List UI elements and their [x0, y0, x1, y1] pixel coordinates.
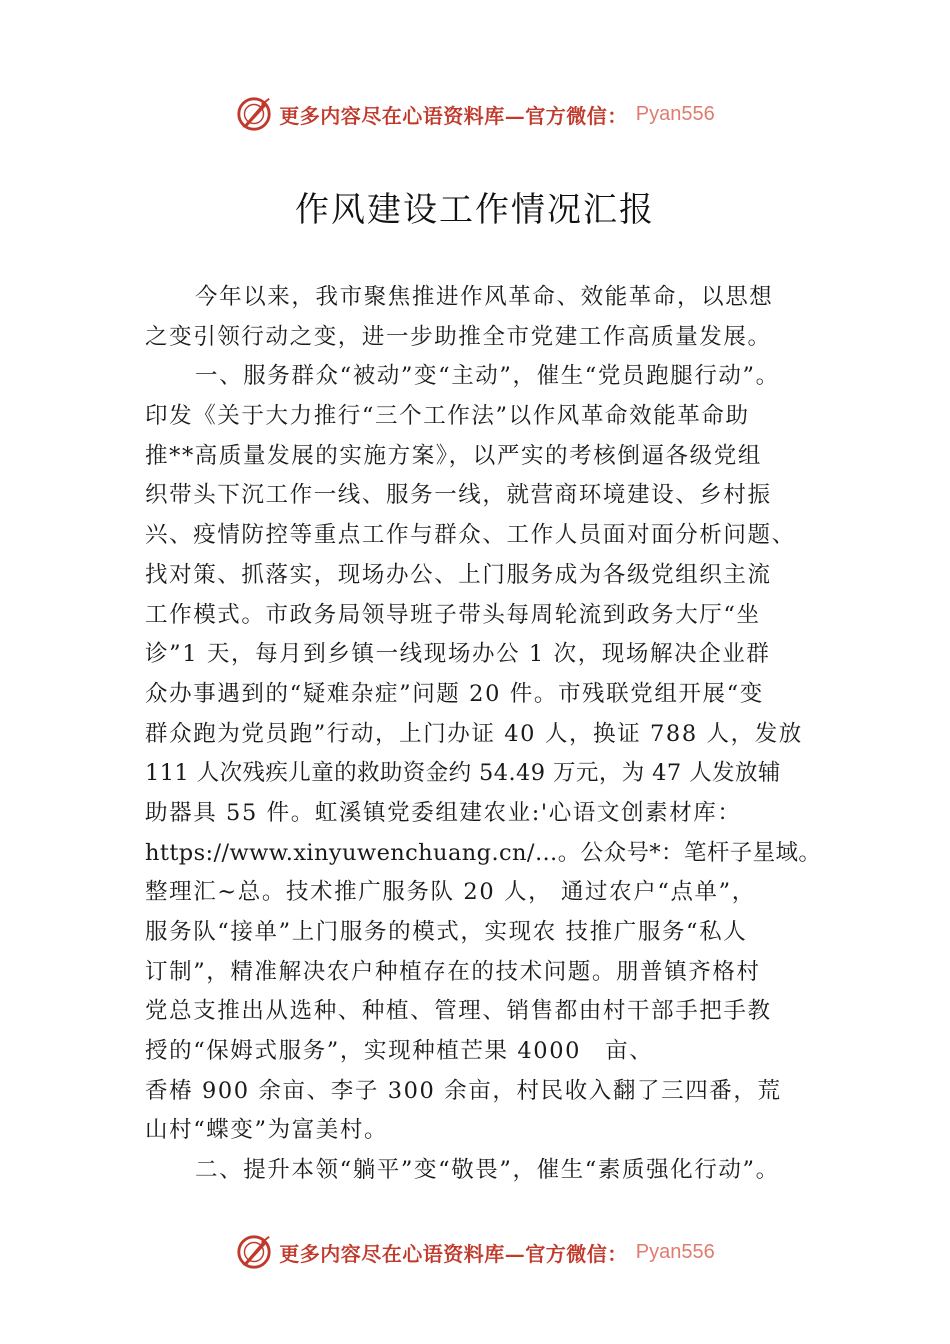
paragraph-line: 织带头下沉工作一线、服务一线，就营商环境建设、乡村振: [145, 482, 772, 509]
wechat-id: Pyan556: [635, 102, 715, 125]
paragraph-line: 找对策、抓落实，现场办公、上门服务成为各级党组织主流: [145, 561, 772, 588]
paragraph-line: 兴、疫情防控等重点工作与群众、工作人员面对面分析问题、: [145, 522, 796, 549]
banner-text: 更多内容尽在心语资料库—官方微信：: [279, 1241, 628, 1266]
paragraph-line: 山村“蝶变”为富美村。: [145, 1117, 389, 1144]
paragraph-line: 之变引领行动之变，进一步助推全市党建工作高质量发展。: [145, 323, 772, 350]
paragraph-line: 订制”，精准解决农户种植存在的技术问题。朋普镇齐格村: [145, 958, 761, 985]
wechat-id: Pyan556: [635, 1240, 715, 1263]
header-watermark-banner: [0, 94, 950, 134]
quill-seal-logo-icon: [235, 95, 273, 133]
paragraph-line: 今年以来，我市聚焦推进作风革命、效能革命，以思想: [195, 284, 774, 310]
paragraph-line: 香椿 900 余亩、李子 300 余亩，村民收入翻了三四番，荒: [145, 1077, 782, 1104]
paragraph-line: 111 人次残疾儿童的救助资金约 54.49 万元，为 47 人发放辅: [145, 760, 781, 787]
paragraph-line: 推**高质量发展的实施方案》，以严实的考核倒逼各级党组: [145, 442, 762, 469]
paragraph-line: 党总支推出从选种、种植、管理、销售都由村干部手把手教: [145, 998, 772, 1025]
document-title: 作风建设工作情况汇报: [295, 190, 655, 230]
paragraph-line: 整理汇~总。技术推广服务队 20 人， 通过农户“点单”，: [145, 879, 756, 906]
section-heading: 一、服务群众“被动”变“主动”，催生“党员跑腿行动”。: [195, 363, 780, 390]
paragraph-line: 服务队“接单”上门服务的模式，实现农 技推广服务“私人: [145, 919, 748, 945]
banner-text: 更多内容尽在心语资料库—官方微信：: [279, 103, 628, 128]
document-body: [145, 278, 825, 1191]
paragraph-line: 印发《关于大力推行“三个工作法”以作风革命效能革命助: [145, 403, 750, 430]
paragraph-line: https://www.xinyuwenchuang.cn/…。公众号*：笔杆子星域。: [145, 839, 822, 866]
paragraph-line: 授的“保姆式服务”，实现种植芒果 4000 亩、: [145, 1038, 654, 1065]
paragraph-line: 工作模式。市政务局领导班子带头每周轮流到政务大厅“坐: [145, 601, 761, 628]
paragraph-line: 众办事遇到的“疑难杂症”问题 20 件。市残联党组开展“变: [145, 680, 764, 707]
paragraph-line: 诊”1 天，每月到乡镇一线现场办公 1 次，现场解决企业群: [145, 641, 771, 668]
quill-seal-logo-icon: [235, 1233, 273, 1271]
paragraph-line: 群众跑为党员跑”行动，上门办证 40 人，换证 788 人，发放: [145, 720, 803, 747]
paragraph-line: 助器具 55 件。虹溪镇党委组建农业:'心语文创素材库：: [145, 799, 742, 826]
footer-watermark-banner: [0, 1232, 950, 1272]
section-heading: 二、提升本领“躺平”变“敬畏”，催生“素质强化行动”。: [195, 1157, 780, 1184]
